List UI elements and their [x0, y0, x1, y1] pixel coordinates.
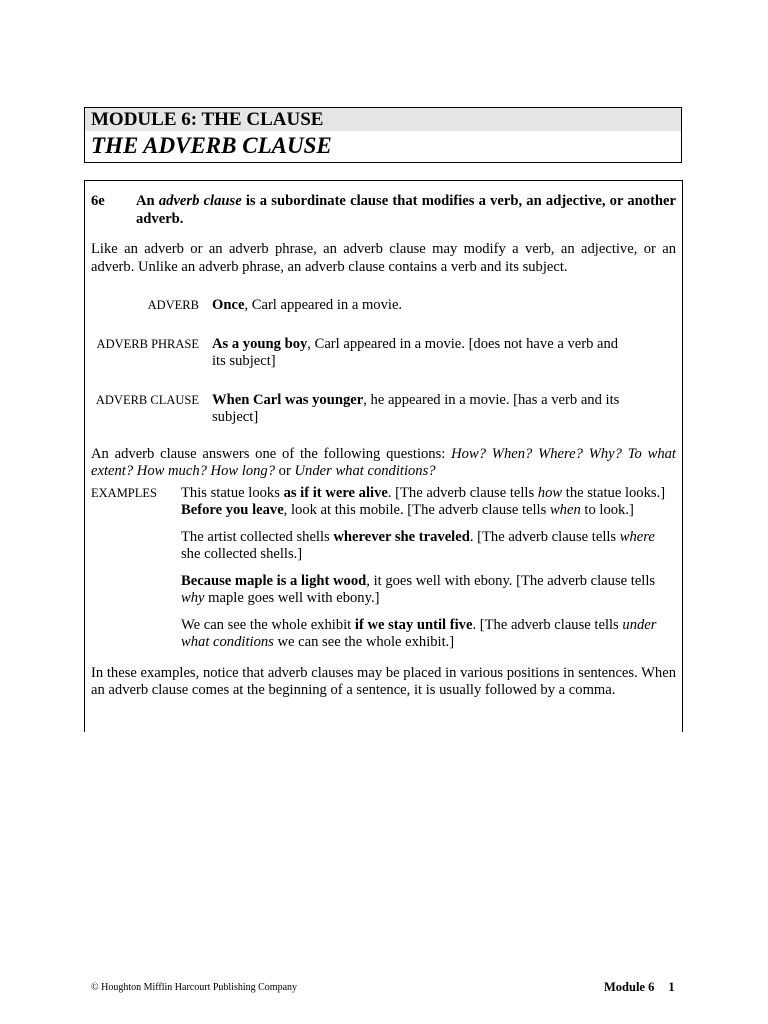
comparison-sentence: [212, 297, 627, 315]
example-pre: This statue looks: [181, 484, 284, 501]
module-header: [84, 107, 682, 163]
page-title: THE ADVERB CLAUSE: [91, 133, 332, 158]
rule-number: 6e: [91, 193, 105, 209]
example-bold: wherever she traveled: [333, 528, 470, 545]
rule-term: adverb clause: [158, 193, 242, 209]
example-item: [181, 529, 676, 564]
comparison-label: ADVERB CLAUSE: [95, 392, 199, 407]
closing-paragraph: In these examples, notice that adverb clauses may be placed in various positions in sentences. When an adverb clause comes at the beginning of a sentence, it is usually followed by a comma.: [91, 664, 676, 698]
comparison-label: ADVERB: [147, 298, 199, 312]
example-item: [181, 485, 676, 503]
rule-text-after: is a subordinate clause that modifies a verb, an adjective, or another adverb.: [136, 193, 677, 227]
lesson-content: [84, 180, 683, 732]
example-item: [181, 617, 676, 652]
comparison-bold: Once: [212, 297, 245, 313]
footer-module: Module 6: [604, 980, 655, 994]
example-bold: as if it were alive: [283, 484, 388, 501]
example-pre: The artist collected shells: [181, 528, 334, 545]
page-number: 1: [668, 980, 675, 994]
example-post: we can see the whole exhibit.]: [273, 634, 455, 650]
example-italic: how: [537, 484, 563, 501]
questions-or: or: [275, 463, 295, 479]
comparison-rest: , Carl appeared in a movie.: [244, 297, 403, 313]
footer-copyright: © Houghton Mifflin Harcourt Publishing Company: [91, 982, 298, 993]
rule-statement: [91, 193, 676, 228]
example-post: she collected shells.]: [181, 546, 303, 562]
examples-list: [181, 485, 676, 661]
example-mid: . [The adverb clause tells: [387, 484, 538, 501]
rule-text: [136, 193, 676, 228]
example-mid: , look at this mobile. [The adverb clause tells: [283, 502, 550, 518]
example-item: [181, 573, 676, 608]
comparison-bold: As a young boy: [212, 335, 308, 352]
example-pre: We can see the whole exhibit: [181, 616, 355, 633]
example-bold: Before you leave: [181, 502, 284, 518]
footer-page-info: [604, 980, 675, 995]
example-bold: if we stay until five: [354, 616, 473, 633]
example-item: [181, 502, 676, 520]
comparison-row-adverb-clause: [91, 392, 676, 427]
comparison-bold: When Carl was younger: [212, 391, 364, 408]
rule-text-before: An: [136, 193, 159, 209]
intro-paragraph: Like an adverb or an adverb phrase, an adverb clause may modify a verb, an adjective, or an adverb. Unlike an adverb phrase, an adverb clause contains a verb and its subject.: [91, 241, 676, 275]
example-italic: where: [619, 528, 655, 545]
example-italic: under what conditions: [181, 616, 657, 650]
examples-section: [91, 485, 676, 661]
example-mid: . [The adverb clause tells: [469, 528, 620, 545]
comparison-label: ADVERB PHRASE: [96, 336, 199, 351]
questions-lead: An adverb clause answers one of the following questions:: [91, 445, 452, 462]
comparison-rest: , Carl appeared in a movie. [does not have a verb and its subject]: [212, 335, 619, 369]
example-mid: , it goes well with ebony. [The adverb clause tells: [366, 572, 656, 589]
example-post: maple goes well with ebony.]: [204, 590, 380, 606]
comparison-rest: , he appeared in a movie. [has a verb and its subject]: [212, 391, 620, 425]
comparison-sentence: [212, 336, 627, 371]
example-mid: . [The adverb clause tells: [472, 616, 623, 633]
example-italic: when: [549, 502, 581, 518]
module-label: MODULE 6: THE CLAUSE: [85, 108, 681, 131]
comparison-sentence: [212, 392, 627, 427]
example-post: the statue looks.]: [562, 484, 666, 501]
comparison-row-adverb-phrase: [91, 336, 676, 371]
comparison-row-adverb: [91, 297, 676, 315]
example-italic: why: [181, 590, 205, 606]
questions-list: How? When? Where? Why? To what extent? How much? How long?: [91, 445, 676, 479]
example-bold: Because maple is a light wood: [181, 572, 367, 589]
questions-paragraph: [91, 446, 676, 481]
questions-last: Under what conditions?: [294, 463, 436, 479]
examples-label: EXAMPLES: [91, 485, 157, 500]
example-post: to look.]: [580, 502, 634, 518]
